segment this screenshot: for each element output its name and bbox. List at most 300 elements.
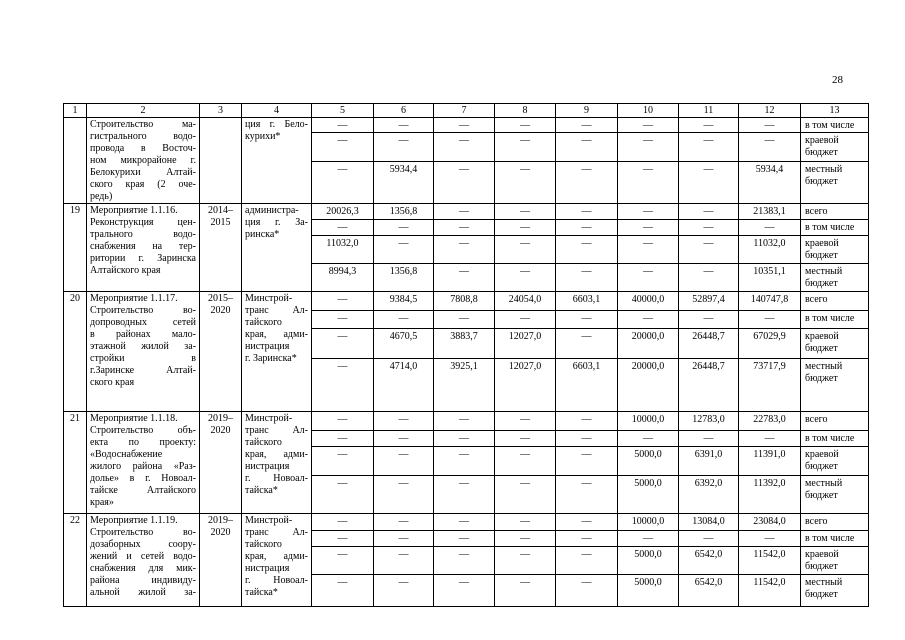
text-line: 2020 <box>210 527 231 538</box>
value-cell: — <box>434 514 495 531</box>
value-cell: — <box>434 204 495 220</box>
text-line: района индивиду- <box>90 575 196 586</box>
value-cell: — <box>679 118 739 133</box>
column-header-4: 4 <box>242 104 312 118</box>
value-cell: — <box>679 431 739 447</box>
funding-source <box>801 204 869 220</box>
text-line: г. Новоал- <box>245 575 308 586</box>
value-cell: — <box>495 575 556 607</box>
text-line: бюджет <box>805 589 838 600</box>
value-cell: — <box>679 311 739 329</box>
text-line: ского края <box>90 377 135 388</box>
value-cell: — <box>495 118 556 133</box>
text-line: в том числе <box>805 533 855 544</box>
value-cell: — <box>495 133 556 162</box>
value-cell: 6391,0 <box>679 447 739 476</box>
value-cell: — <box>556 531 618 547</box>
text-line: краевой <box>805 238 839 249</box>
text-line: в районах мало- <box>90 329 196 340</box>
value-cell: — <box>679 220 739 236</box>
column-header-10: 10 <box>618 104 679 118</box>
value-cell: — <box>679 531 739 547</box>
value-cell: 5000,0 <box>618 447 679 476</box>
value-cell: 9384,5 <box>374 292 434 311</box>
funding-source <box>801 133 869 162</box>
value-cell: — <box>374 236 434 264</box>
text-line: 2015 <box>210 217 231 228</box>
text-line: всего <box>805 206 828 217</box>
value-cell: — <box>374 447 434 476</box>
value-cell: 11391,0 <box>739 447 801 476</box>
funding-source <box>801 447 869 476</box>
text-line: ция г. За- <box>245 217 308 228</box>
value-cell: — <box>618 118 679 133</box>
funding-source <box>801 359 869 412</box>
executor <box>242 118 312 204</box>
implementation-period <box>200 204 242 292</box>
text-line: 2014– <box>208 205 233 216</box>
executor <box>242 412 312 514</box>
text-line: трального водо- <box>90 229 196 240</box>
row-number: 19 <box>64 204 87 292</box>
text-line: 2019– <box>208 515 233 526</box>
text-line: тайске Алтайского <box>90 485 196 496</box>
text-line: тайского <box>245 317 282 328</box>
text-line: Мероприятие 1.1.17. <box>90 293 178 304</box>
value-cell: 3883,7 <box>434 329 495 359</box>
value-cell: — <box>495 236 556 264</box>
value-cell: — <box>739 133 801 162</box>
text-line: Мероприятие 1.1.16. <box>90 205 178 216</box>
text-line: жилого района «Раз- <box>90 461 196 472</box>
text-line: бюджет <box>805 490 838 501</box>
measure-name <box>87 514 200 607</box>
value-cell: — <box>495 447 556 476</box>
funding-source <box>801 118 869 133</box>
value-cell: — <box>312 476 374 514</box>
value-cell: — <box>495 311 556 329</box>
text-line: местный <box>805 266 843 277</box>
text-line: ция г. Бело- <box>245 119 308 130</box>
value-cell: 10000,0 <box>618 412 679 431</box>
value-cell: — <box>312 292 374 311</box>
value-cell: — <box>312 118 374 133</box>
value-cell: 10000,0 <box>618 514 679 531</box>
value-cell: — <box>618 133 679 162</box>
text-line: дозаборных соору- <box>90 539 196 550</box>
value-cell: — <box>679 133 739 162</box>
value-cell: — <box>618 204 679 220</box>
value-cell: — <box>312 514 374 531</box>
value-cell: — <box>312 162 374 204</box>
value-cell: 67029,9 <box>739 329 801 359</box>
table-row <box>64 514 869 531</box>
column-header-5: 5 <box>312 104 374 118</box>
value-cell: 26448,7 <box>679 359 739 412</box>
value-cell: — <box>312 531 374 547</box>
value-cell: 10351,1 <box>739 264 801 292</box>
column-header-13: 13 <box>801 104 869 118</box>
value-cell: — <box>434 547 495 575</box>
value-cell: — <box>434 575 495 607</box>
text-line: снабжения для мик- <box>90 563 196 574</box>
table-header-row <box>64 104 869 118</box>
value-cell: — <box>495 547 556 575</box>
value-cell: 20026,3 <box>312 204 374 220</box>
value-cell: — <box>434 412 495 431</box>
value-cell: 11032,0 <box>739 236 801 264</box>
text-line: допроводных сетей <box>90 317 196 328</box>
value-cell: — <box>495 412 556 431</box>
value-cell: — <box>374 412 434 431</box>
value-cell: 21383,1 <box>739 204 801 220</box>
text-line: бюджет <box>805 250 838 261</box>
measure-name <box>87 118 200 204</box>
funding-source <box>801 431 869 447</box>
value-cell: 4670,5 <box>374 329 434 359</box>
value-cell: — <box>556 162 618 204</box>
value-cell: — <box>739 431 801 447</box>
value-cell: — <box>556 514 618 531</box>
implementation-period <box>200 412 242 514</box>
text-line: краевой <box>805 135 839 146</box>
text-line: редь) <box>90 191 113 202</box>
value-cell: — <box>434 264 495 292</box>
text-line: краевой <box>805 331 839 342</box>
value-cell: — <box>374 220 434 236</box>
executor <box>242 514 312 607</box>
value-cell: 40000,0 <box>618 292 679 311</box>
text-line: всего <box>805 294 828 305</box>
text-line: Строительство объ- <box>90 425 196 436</box>
value-cell: — <box>374 118 434 133</box>
value-cell: — <box>374 476 434 514</box>
funding-source <box>801 531 869 547</box>
text-line: местный <box>805 577 843 588</box>
value-cell: — <box>618 236 679 264</box>
value-cell: 11032,0 <box>312 236 374 264</box>
column-header-3: 3 <box>200 104 242 118</box>
value-cell: — <box>556 118 618 133</box>
value-cell: — <box>312 431 374 447</box>
value-cell: — <box>495 476 556 514</box>
value-cell: 20000,0 <box>618 329 679 359</box>
program-measures-table <box>63 103 869 607</box>
value-cell: 3925,1 <box>434 359 495 412</box>
value-cell: — <box>495 431 556 447</box>
value-cell: 6603,1 <box>556 292 618 311</box>
text-line: бюджет <box>805 461 838 472</box>
value-cell: — <box>556 447 618 476</box>
implementation-period <box>200 292 242 412</box>
text-line: края, адми- <box>245 551 308 562</box>
row-number: 21 <box>64 412 87 514</box>
value-cell: — <box>495 220 556 236</box>
value-cell: 1356,8 <box>374 204 434 220</box>
text-line: 2015– <box>208 293 233 304</box>
value-cell: — <box>434 236 495 264</box>
column-header-7: 7 <box>434 104 495 118</box>
value-cell: — <box>556 311 618 329</box>
table-row <box>64 204 869 220</box>
value-cell: — <box>434 162 495 204</box>
funding-source <box>801 329 869 359</box>
text-line: транс Ал- <box>245 425 308 436</box>
column-header-1: 1 <box>64 104 87 118</box>
value-cell: — <box>618 311 679 329</box>
funding-source <box>801 575 869 607</box>
value-cell: — <box>679 264 739 292</box>
value-cell: — <box>434 118 495 133</box>
value-cell: — <box>312 359 374 412</box>
value-cell: — <box>434 311 495 329</box>
value-cell: — <box>495 531 556 547</box>
implementation-period <box>200 514 242 607</box>
value-cell: 13084,0 <box>679 514 739 531</box>
text-line: тайска* <box>245 485 278 496</box>
text-line: в том числе <box>805 433 855 444</box>
value-cell: — <box>374 547 434 575</box>
funding-source <box>801 476 869 514</box>
table-row <box>64 292 869 311</box>
value-cell: — <box>312 311 374 329</box>
value-cell: 5000,0 <box>618 476 679 514</box>
value-cell: — <box>312 547 374 575</box>
text-line: бюджет <box>805 373 838 384</box>
text-line: 2019– <box>208 413 233 424</box>
value-cell: 4714,0 <box>374 359 434 412</box>
text-line: края» <box>90 497 114 508</box>
column-header-2: 2 <box>87 104 200 118</box>
text-line: края, адми- <box>245 329 308 340</box>
value-cell: — <box>495 264 556 292</box>
text-line: местный <box>805 478 843 489</box>
value-cell: — <box>556 204 618 220</box>
value-cell: — <box>434 431 495 447</box>
measure-name <box>87 204 200 292</box>
text-line: Минстрой- <box>245 515 293 526</box>
column-header-12: 12 <box>739 104 801 118</box>
value-cell: 6542,0 <box>679 575 739 607</box>
text-line: гистрального водо- <box>90 131 196 142</box>
value-cell: 12783,0 <box>679 412 739 431</box>
value-cell: 7808,8 <box>434 292 495 311</box>
text-line: 2020 <box>210 425 231 436</box>
value-cell: — <box>556 329 618 359</box>
column-header-9: 9 <box>556 104 618 118</box>
value-cell: — <box>374 311 434 329</box>
value-cell: — <box>739 531 801 547</box>
funding-source <box>801 264 869 292</box>
text-line: тайского <box>245 539 282 550</box>
text-line: «Водоснабжение <box>90 449 163 460</box>
value-cell: — <box>312 220 374 236</box>
value-cell: — <box>679 236 739 264</box>
text-line: Строительство во- <box>90 527 196 538</box>
text-line: Алтайского края <box>90 265 161 276</box>
funding-source <box>801 236 869 264</box>
value-cell: — <box>679 204 739 220</box>
value-cell: — <box>556 220 618 236</box>
value-cell: — <box>618 220 679 236</box>
funding-source <box>801 311 869 329</box>
text-line: тайска* <box>245 587 278 598</box>
value-cell: — <box>312 447 374 476</box>
text-line: провода в Восточ- <box>90 143 196 154</box>
value-cell: — <box>739 118 801 133</box>
value-cell: — <box>495 204 556 220</box>
measure-name <box>87 412 200 514</box>
value-cell: — <box>556 412 618 431</box>
text-line: 2020 <box>210 305 231 316</box>
value-cell: 11392,0 <box>739 476 801 514</box>
text-line: нистрация <box>245 461 290 472</box>
implementation-period <box>200 118 242 204</box>
value-cell: — <box>434 447 495 476</box>
text-line: ритории г. Заринска <box>90 253 196 264</box>
value-cell: — <box>374 531 434 547</box>
value-cell: — <box>739 220 801 236</box>
text-line: ского края (2 оче- <box>90 179 196 190</box>
row-number <box>64 118 87 204</box>
value-cell: — <box>556 476 618 514</box>
text-line: снабжения на тер- <box>90 241 196 252</box>
value-cell: — <box>618 264 679 292</box>
page-number: 28 <box>832 74 843 86</box>
text-line: Строительство ма- <box>90 119 196 130</box>
value-cell: 6392,0 <box>679 476 739 514</box>
value-cell: 22783,0 <box>739 412 801 431</box>
value-cell: 6603,1 <box>556 359 618 412</box>
column-header-8: 8 <box>495 104 556 118</box>
measure-name <box>87 292 200 412</box>
value-cell: 12027,0 <box>495 329 556 359</box>
value-cell: — <box>374 575 434 607</box>
text-line: г. Новоал- <box>245 473 308 484</box>
value-cell: — <box>618 431 679 447</box>
text-line: стройки в <box>90 353 196 364</box>
text-line: ринска* <box>245 229 280 240</box>
funding-source <box>801 514 869 531</box>
value-cell: — <box>312 412 374 431</box>
text-line: курихи* <box>245 131 281 142</box>
value-cell: — <box>556 264 618 292</box>
text-line: Строительство во- <box>90 305 196 316</box>
text-line: нистрация <box>245 563 290 574</box>
text-line: бюджет <box>805 278 838 289</box>
text-line: бюджет <box>805 176 838 187</box>
column-header-11: 11 <box>679 104 739 118</box>
text-line: г.Заринске Алтай- <box>90 365 196 376</box>
value-cell: — <box>312 575 374 607</box>
funding-source <box>801 292 869 311</box>
value-cell: 23084,0 <box>739 514 801 531</box>
value-cell: — <box>556 236 618 264</box>
value-cell: 24054,0 <box>495 292 556 311</box>
value-cell: — <box>434 220 495 236</box>
text-line: Мероприятие 1.1.19. <box>90 515 178 526</box>
value-cell: — <box>374 514 434 531</box>
value-cell: — <box>374 431 434 447</box>
value-cell: — <box>434 133 495 162</box>
text-line: в том числе <box>805 222 855 233</box>
value-cell: 12027,0 <box>495 359 556 412</box>
value-cell: 8994,3 <box>312 264 374 292</box>
text-line: нистрация <box>245 341 290 352</box>
value-cell: 5934,4 <box>739 162 801 204</box>
executor <box>242 204 312 292</box>
value-cell: — <box>495 162 556 204</box>
value-cell: — <box>312 133 374 162</box>
text-line: Минстрой- <box>245 293 293 304</box>
value-cell: — <box>556 575 618 607</box>
text-line: альной жилой за- <box>90 587 196 598</box>
text-line: жений и сетей водо- <box>90 551 196 562</box>
value-cell: 5934,4 <box>374 162 434 204</box>
value-cell: — <box>739 311 801 329</box>
text-line: транс Ал- <box>245 305 308 316</box>
text-line: краевой <box>805 549 839 560</box>
funding-source <box>801 162 869 204</box>
text-line: администра- <box>245 205 299 216</box>
value-cell: 5000,0 <box>618 575 679 607</box>
value-cell: 140747,8 <box>739 292 801 311</box>
text-line: ном микрорайоне г. <box>90 155 196 166</box>
executor <box>242 292 312 412</box>
text-line: бюджет <box>805 561 838 572</box>
value-cell: 11542,0 <box>739 575 801 607</box>
value-cell: — <box>679 162 739 204</box>
column-header-6: 6 <box>374 104 434 118</box>
value-cell: — <box>556 547 618 575</box>
text-line: в том числе <box>805 313 855 324</box>
text-line: транс Ал- <box>245 527 308 538</box>
text-line: бюджет <box>805 147 838 158</box>
text-line: бюджет <box>805 343 838 354</box>
value-cell: — <box>618 531 679 547</box>
value-cell: — <box>312 329 374 359</box>
value-cell: — <box>434 531 495 547</box>
text-line: Мероприятие 1.1.18. <box>90 413 178 424</box>
funding-source <box>801 412 869 431</box>
value-cell: 11542,0 <box>739 547 801 575</box>
value-cell: 73717,9 <box>739 359 801 412</box>
value-cell: 20000,0 <box>618 359 679 412</box>
text-line: этажной жилой за- <box>90 341 196 352</box>
table-row <box>64 118 869 133</box>
value-cell: — <box>374 133 434 162</box>
value-cell: 5000,0 <box>618 547 679 575</box>
value-cell: 52897,4 <box>679 292 739 311</box>
value-cell: — <box>618 162 679 204</box>
text-line: в том числе <box>805 120 855 131</box>
value-cell: — <box>556 431 618 447</box>
value-cell: — <box>495 514 556 531</box>
text-line: г. Заринска* <box>245 353 297 364</box>
text-line: екта по проекту: <box>90 437 196 448</box>
value-cell: 1356,8 <box>374 264 434 292</box>
funding-source <box>801 220 869 236</box>
text-line: Минстрой- <box>245 413 293 424</box>
value-cell: 26448,7 <box>679 329 739 359</box>
text-line: местный <box>805 164 843 175</box>
text-line: всего <box>805 516 828 527</box>
row-number: 20 <box>64 292 87 412</box>
text-line: долье» в г. Новоал- <box>90 473 196 484</box>
text-line: края, адми- <box>245 449 308 460</box>
value-cell: 6542,0 <box>679 547 739 575</box>
text-line: краевой <box>805 449 839 460</box>
